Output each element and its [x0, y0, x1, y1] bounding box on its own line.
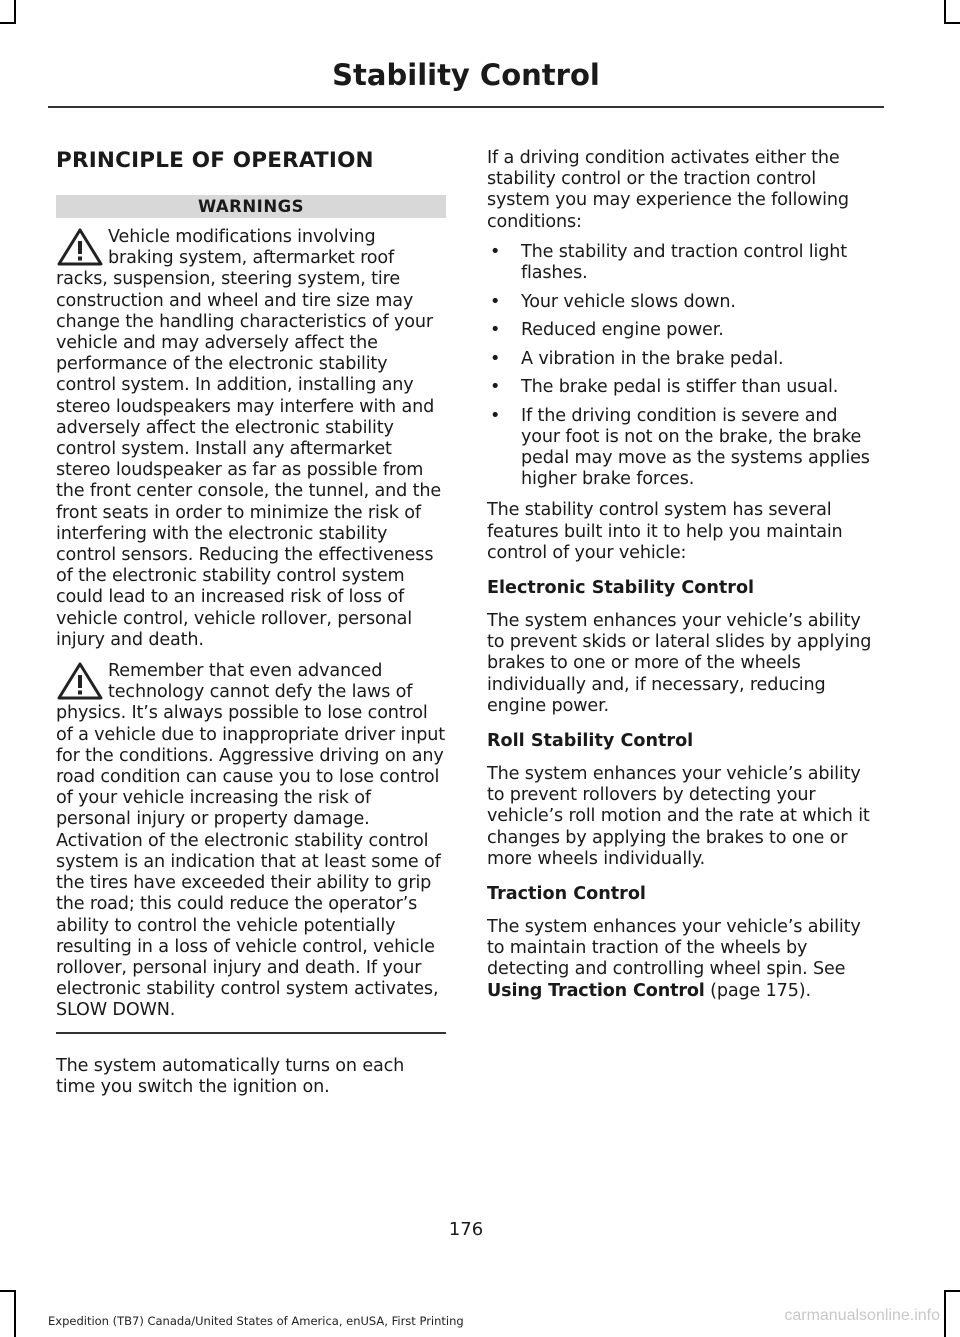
- tc-page-ref: (page 175).: [710, 980, 811, 1001]
- right-column: [487, 140, 881, 1002]
- warnings-end-rule: [56, 1032, 446, 1034]
- crop-mark: [944, 22, 960, 24]
- left-column: [56, 140, 446, 1098]
- conditions-intro: If a driving condition activates either the stability control or the traction control system you may experience the following conditions:: [487, 148, 849, 232]
- list-item-text: A vibration in the brake pedal.: [521, 348, 784, 369]
- section-title: PRINCIPLE OF OPERATION: [56, 148, 374, 173]
- list-item: [487, 320, 881, 341]
- bullet-dot: •: [490, 405, 501, 426]
- crop-mark: [944, 1290, 946, 1337]
- esc-heading: Electronic Stability Control: [487, 577, 755, 598]
- crop-mark: [14, 1290, 16, 1337]
- rsc-paragraph: The system enhances your vehicle’s ability to prevent rollovers by detecting your vehicle’s roll motion and the rate at which it changes by applying the brakes to one or more wheels individually.: [487, 763, 870, 869]
- list-item: [487, 349, 881, 370]
- crop-mark: [0, 1290, 16, 1292]
- warning-triangle-icon: [56, 227, 104, 267]
- list-item: [487, 377, 881, 398]
- footer-text: Expedition (TB7) Canada/United States of America, enUSA, First Printing: [48, 1314, 464, 1328]
- crop-mark: [944, 1290, 960, 1292]
- warning-text: Vehicle modifications involving braking system, aftermarket roof racks, suspension, steering system, tire construction and wheel and tire size may change the handling characteristics of your vehicle and may adversely affect the performance of the electronic stability control system. In addition, installing any stereo loudspeakers may interfere with and adversely affect the electronic stability control system. Install any aftermarket stereo loudspeaker as far as possible from the front center console, the tunnel, and the front seats in order to minimize the risk of interfering with the electronic stability control sensors. Reducing the effectiveness of the electronic stability control system could lead to an increased risk of loss of vehicle control, vehicle rollover, personal injury and death.: [56, 227, 442, 650]
- list-item: [487, 242, 881, 284]
- rsc-heading: Roll Stability Control: [487, 730, 694, 751]
- header-rule: [48, 106, 884, 108]
- list-item: [487, 292, 881, 313]
- tc-heading: Traction Control: [487, 883, 646, 904]
- list-item-text: Your vehicle slows down.: [521, 291, 736, 312]
- warnings-banner: WARNINGS: [56, 195, 446, 218]
- page-header-title: Stability Control: [332, 58, 600, 92]
- warning-block: [56, 661, 446, 1021]
- bullet-dot: •: [490, 241, 501, 262]
- bullet-dot: •: [490, 377, 501, 398]
- bullet-dot: •: [490, 348, 501, 369]
- features-intro: The stability control system has several features built into it to help you maintain control of your vehicle:: [487, 500, 843, 563]
- page-number: 176: [448, 1219, 484, 1240]
- using-traction-control-link[interactable]: Using Traction Control: [487, 980, 705, 1001]
- tc-text: The system enhances your vehicle’s ability to maintain traction of the wheels by detecting and controlling wheel spin. See: [487, 916, 861, 980]
- esc-paragraph: The system enhances your vehicle’s ability to prevent skids or lateral slides by applying brakes to one or more of the wheels individually and, if necessary, reducing engine power.: [487, 610, 872, 716]
- crop-mark: [0, 22, 16, 24]
- warning-block: [56, 227, 446, 651]
- crop-mark: [944, 0, 946, 22]
- conditions-list: [487, 242, 881, 491]
- watermark: carmanualsonline.info: [784, 1307, 940, 1324]
- list-item-text: If the driving condition is severe and your foot is not on the brake, the brake pedal may move as the systems applies higher brake forces.: [521, 405, 870, 490]
- list-item-text: Reduced engine power.: [521, 320, 724, 341]
- warning-text: Remember that even advanced technology cannot defy the laws of physics. It’s always possible to lose control of a vehicle due to inappropriate driver input for the conditions. Aggressive driving on any road condition can cause you to lose control of your vehicle increasing the risk of personal injury or property damage. Activation of the electronic stability control system is an indication that at least some of the tires have exceeded their ability to grip the road; this could reduce the operator’s ability to control the vehicle potentially resulting in a loss of vehicle control, vehicle rollover, personal injury and death. If your electronic stability control system activates, SLOW DOWN.: [56, 661, 446, 1021]
- list-item-text: The brake pedal is stiffer than usual.: [521, 377, 839, 398]
- bullet-dot: •: [490, 291, 501, 312]
- bullet-dot: •: [490, 320, 501, 341]
- warning-triangle-icon: [56, 661, 104, 701]
- list-item-text: The stability and traction control light flashes.: [521, 241, 848, 284]
- tc-paragraph: [487, 917, 881, 1002]
- auto-on-paragraph: The system automatically turns on each time you switch the ignition on.: [56, 1055, 405, 1097]
- crop-mark: [14, 0, 16, 22]
- list-item: [487, 406, 881, 491]
